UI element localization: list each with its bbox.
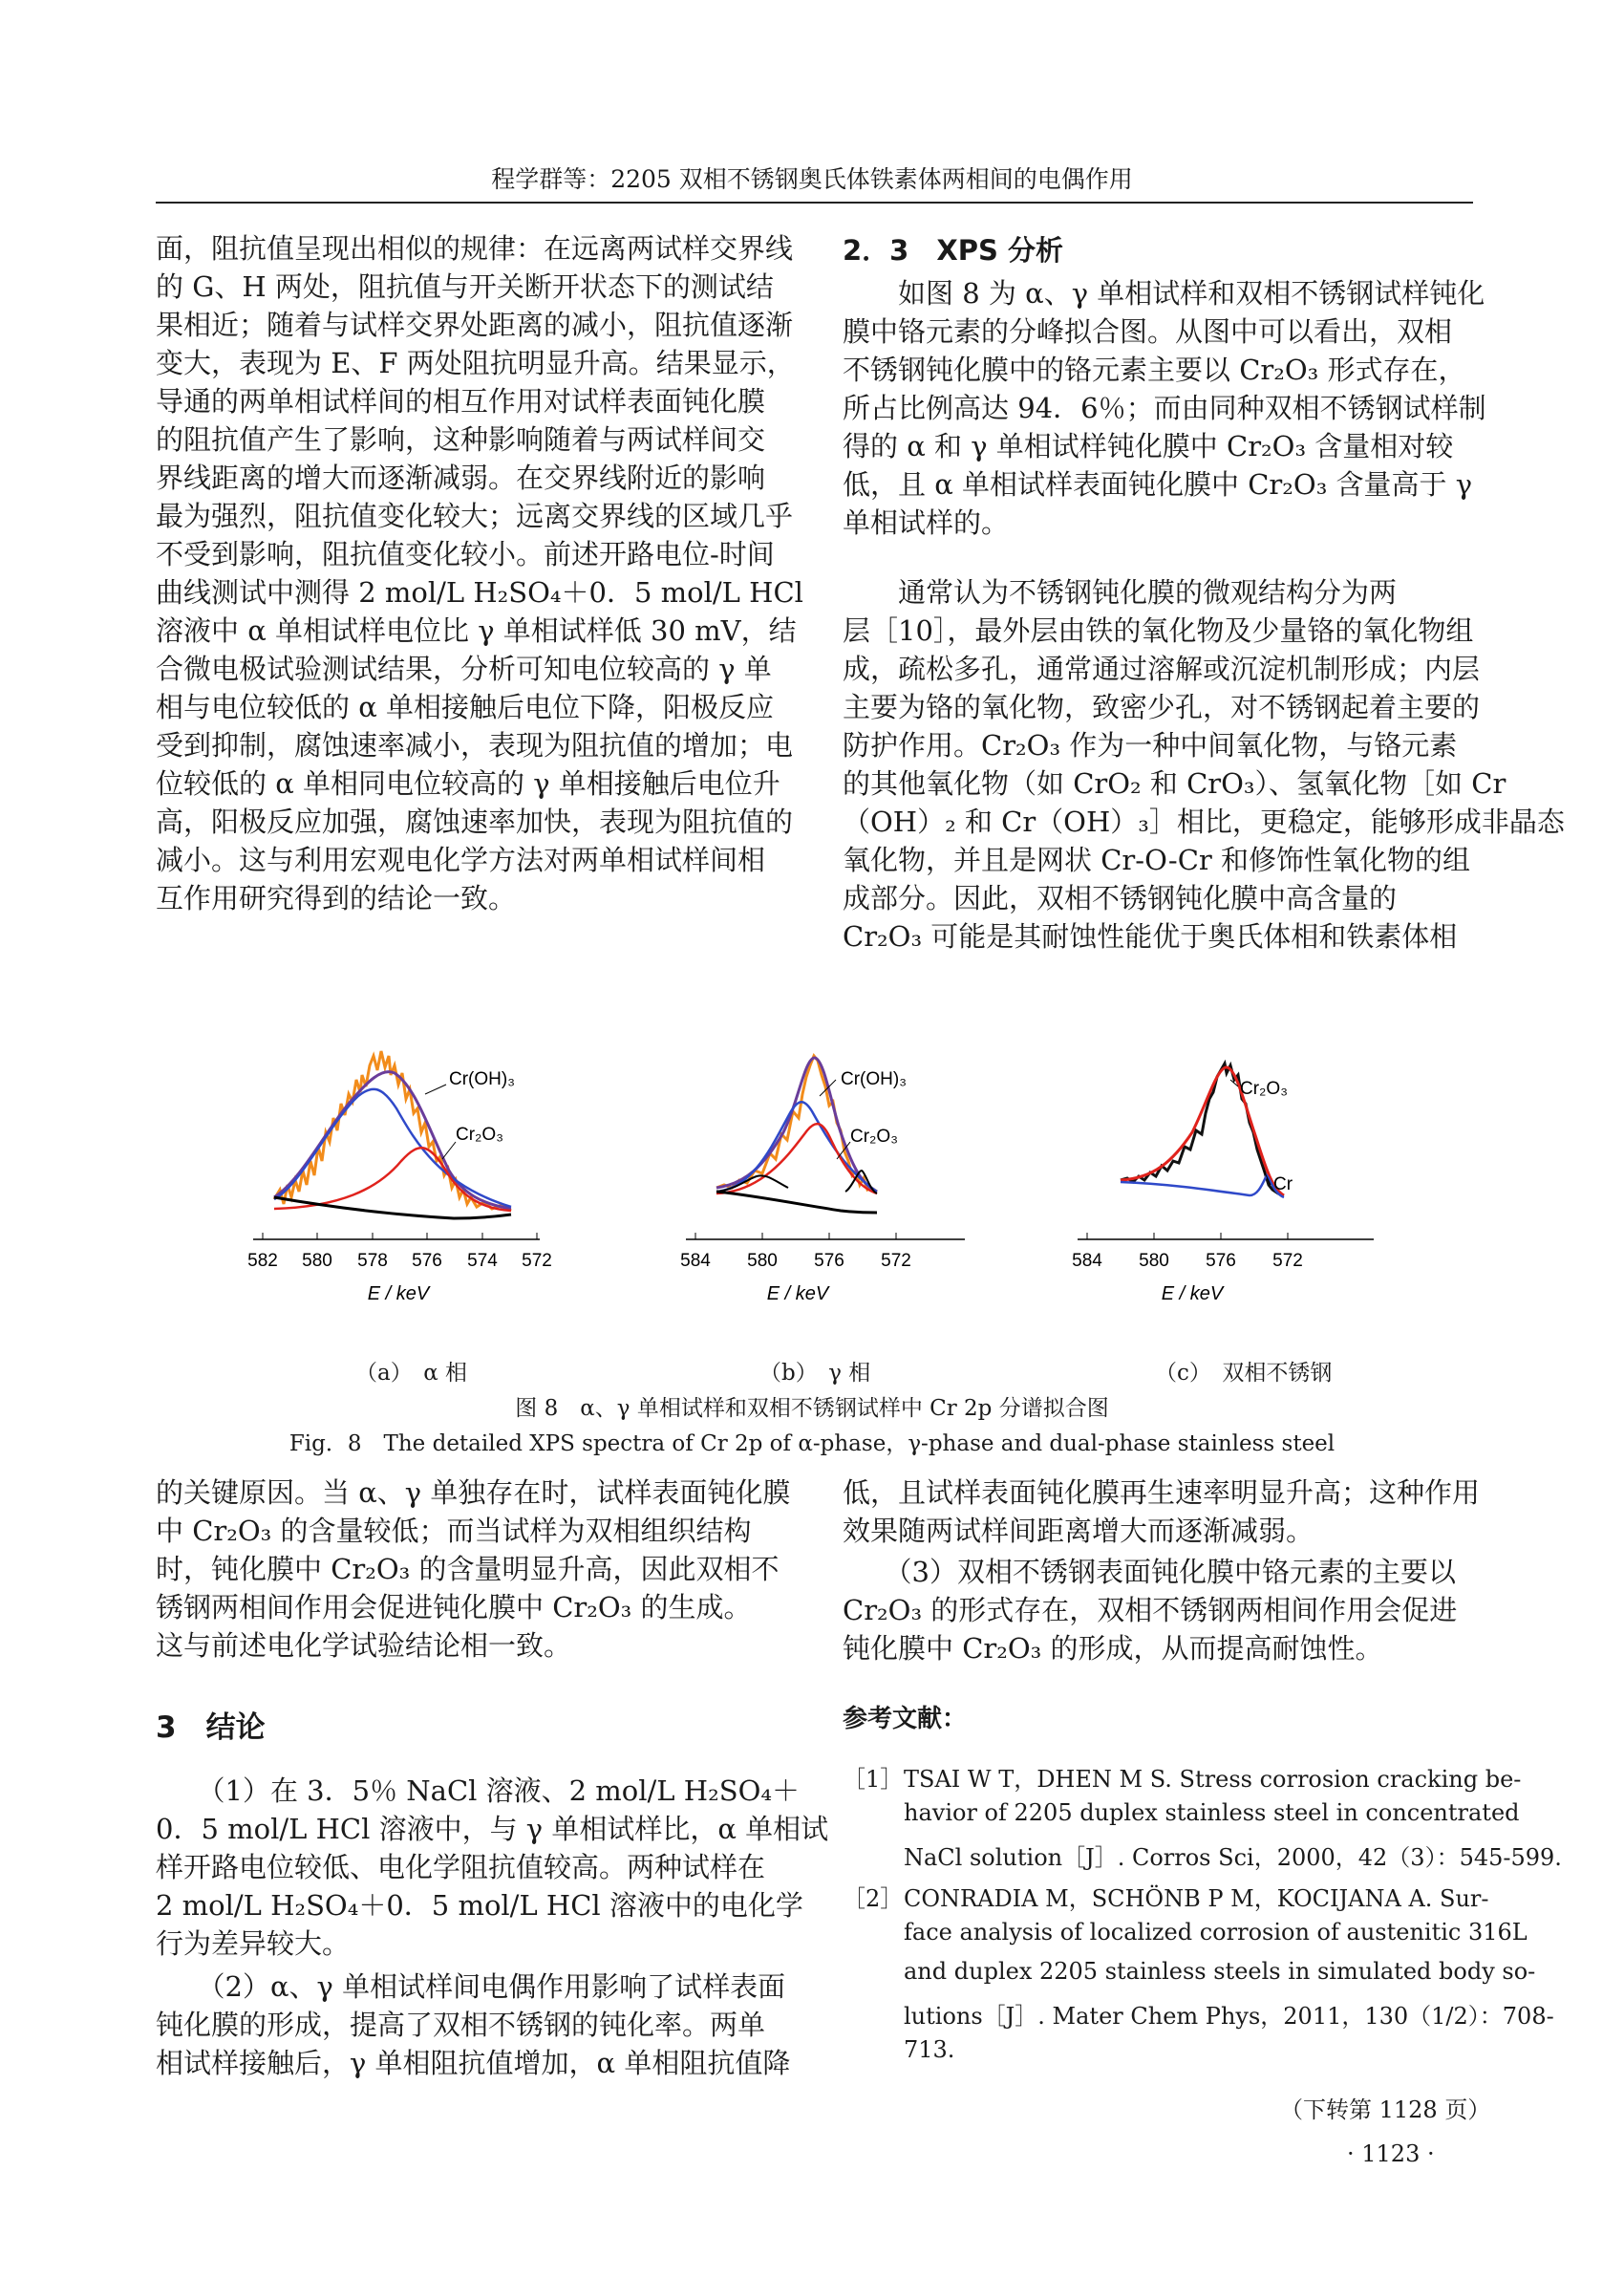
text-line: Cr₂O₃ 的形式存在，双相不锈钢两相间作用会促进 [843, 1594, 1458, 1626]
text-line: 低，且 α 单相试样表面钝化膜中 Cr₂O₃ 含量高于 γ [843, 468, 1473, 501]
text-line: 2 mol/L H₂SO₄＋0．5 mol/L HCl 溶液中的电化学 [156, 1889, 803, 1922]
text-line: 的阻抗值产生了影响，这种影响随着与两试样间交 [156, 423, 766, 456]
xps-panel-b [650, 1027, 1099, 1343]
text-line: 变大，表现为 E、F 两处阻抗明显升高。结果显示， [156, 347, 795, 379]
text-line: 效果随两试样间距离增大而逐渐减弱。 [843, 1515, 1314, 1547]
text-line: 成部分。因此，双相不锈钢钝化膜中高含量的 [843, 882, 1398, 914]
figure-caption-en: Fig．8 The detailed XPS spectra of Cr 2p of α-phase，γ-phase and dual-phase stainless steel [288, 1431, 1336, 1456]
xps-spectrum-gamma [650, 1027, 1099, 1343]
tick-label: 572 [1272, 1251, 1303, 1271]
peak-label-cr: Cr [1273, 1174, 1293, 1194]
tick-label: 574 [467, 1251, 498, 1271]
text-line: 锈钢两相间作用会促进钝化膜中 Cr₂O₃ 的生成。 [156, 1591, 752, 1623]
text-line: 导通的两单相试样间的相互作用对试样表面钝化膜 [156, 385, 766, 418]
tick-label: 582 [247, 1251, 278, 1271]
reference-line: TSAI W T，DHEN M S. Stress corrosion cracking be- [904, 1766, 1522, 1793]
text-line: 位较低的 α 单相同电位较高的 γ 单相接触后电位升 [156, 767, 780, 800]
tick-label: 584 [680, 1251, 711, 1271]
figure-caption-cn: 图 8 α、γ 单相试样和双相不锈钢试样中 Cr 2p 分谱拟合图 [515, 1396, 1109, 1421]
peak-label-cr2o3: Cr₂O₃ [456, 1125, 503, 1145]
text-line: （3）双相不锈钢表面钝化膜中铬元素的主要以 [843, 1556, 1456, 1588]
continued-note: （下转第 1128 页） [1280, 2096, 1491, 2123]
running-header: 程学群等：2205 双相不锈钢奥氏体铁素体两相间的电偶作用 [491, 165, 1133, 193]
reference-number: ［2］ [843, 1885, 904, 1912]
text-line: 界线距离的增大而逐渐减弱。在交界线附近的影响 [156, 462, 766, 494]
text-line: 得的 α 和 γ 单相试样钝化膜中 Cr₂O₃ 含量相对较 [843, 430, 1454, 462]
reference-line: 713. [904, 2036, 955, 2063]
text-line: 受到抑制，腐蚀速率减小，表现为阻抗值的增加；电 [156, 729, 794, 762]
section-title-conclusion: 3 结论 [156, 1710, 266, 1745]
text-line: 单相试样的。 [843, 506, 1010, 539]
tick-label: 580 [302, 1251, 332, 1271]
x-axis-label: E / keV [1161, 1283, 1224, 1304]
text-line: 果相近；随着与试样交界处距离的减小，阻抗值逐渐 [156, 309, 794, 341]
reference-line: CONRADIA M，SCHÖNB P M，KOCIJANA A. Sur- [904, 1885, 1489, 1912]
reference-line: NaCl solution［J］. Corros Sci，2000，42（3）：545-599. [904, 1844, 1562, 1871]
reference-line: and duplex 2205 stainless steels in simulated body so- [904, 1958, 1536, 1985]
header-rule [156, 202, 1473, 204]
tick-label: 576 [1206, 1251, 1236, 1271]
page-number: · 1123 · [1347, 2140, 1435, 2167]
text-line: 防护作用。Cr₂O₃ 作为一种中间氧化物，与铬元素 [843, 729, 1458, 762]
text-line: 曲线测试中测得 2 mol/L H₂SO₄＋0．5 mol/L HCl [156, 576, 803, 609]
text-line: 0．5 mol/L HCl 溶液中，与 γ 单相试样比，α 单相试 [156, 1813, 829, 1845]
tick-label: 576 [814, 1251, 844, 1271]
references-title: 参考文献： [843, 1705, 968, 1733]
text-line: 钝化膜中 Cr₂O₃ 的形成，从而提高耐蚀性。 [843, 1632, 1383, 1665]
text-line: 层［10］，最外层由铁的氧化物及少量铬的氧化物组 [843, 614, 1474, 647]
text-line: 这与前述电化学试验结论相一致。 [156, 1629, 572, 1662]
panel-caption-c: （c） 双相不锈钢 [1155, 1361, 1333, 1386]
text-line: 不锈钢钝化膜中的铬元素主要以 Cr₂O₃ 形式存在， [843, 354, 1466, 386]
text-line: Cr₂O₃ 可能是其耐蚀性能优于奥氏体相和铁素体相 [843, 920, 1458, 953]
x-axis-label: E / keV [367, 1283, 430, 1304]
peak-label-cr-oh3: Cr(OH)₃ [449, 1069, 515, 1089]
text-line: 面，阻抗值呈现出相似的规律：在远离两试样交界线 [156, 232, 794, 265]
text-line: 所占比例高达 94．6％；而由同种双相不锈钢试样制 [843, 392, 1486, 424]
section-title-xps: 2．3 XPS 分析 [843, 234, 1063, 267]
reference-line: havior of 2205 duplex stainless steel in concentrated [904, 1799, 1520, 1826]
text-line: 高，阳极反应加强，腐蚀速率加快，表现为阻抗值的 [156, 806, 794, 838]
text-line: 溶液中 α 单相试样电位比 γ 单相试样低 30 mV，结 [156, 614, 797, 647]
text-line: 的关键原因。当 α、γ 单独存在时，试样表面钝化膜 [156, 1476, 791, 1509]
text-line: 膜中铬元素的分峰拟合图。从图中可以看出，双相 [843, 315, 1453, 348]
text-line: 通常认为不锈钢钝化膜的微观结构分为两 [843, 576, 1398, 609]
text-line: 主要为铬的氧化物，致密少孔，对不锈钢起着主要的 [843, 691, 1481, 723]
text-line: 钝化膜的形成，提高了双相不锈钢的钝化率。两单 [156, 2009, 766, 2041]
text-line: 成，疏松多孔，通常通过溶解或沉淀机制形成；内层 [843, 653, 1481, 685]
text-line: 的其他氧化物（如 CrO₂ 和 CrO₃）、氢氧化物［如 Cr [843, 767, 1506, 800]
xps-panel-a [234, 1027, 683, 1343]
text-line: 最为强烈，阻抗值变化较大；远离交界线的区域几乎 [156, 500, 794, 532]
cr-oh3-fit-curve [274, 1089, 511, 1207]
text-line: （1）在 3．5％ NaCl 溶液、2 mol/L H₂SO₄＋ [156, 1774, 800, 1807]
peak-label-cr2o3: Cr₂O₃ [850, 1127, 898, 1147]
x-axis-label: E / keV [766, 1283, 829, 1304]
xps-spectrum-duplex [1068, 1027, 1517, 1343]
tick-label: 578 [357, 1251, 388, 1271]
tick-label: 572 [881, 1251, 911, 1271]
text-line: 的 G、H 两处，阻抗值与开关断开状态下的测试结 [156, 270, 774, 303]
peak-label-cr2o3: Cr₂O₃ [1240, 1079, 1288, 1099]
tick-label: 580 [1139, 1251, 1169, 1271]
reference-line: face analysis of localized corrosion of austenitic 316L [904, 1919, 1528, 1946]
tick-label: 572 [522, 1251, 552, 1271]
text-line: 相与电位较低的 α 单相接触后电位下降，阳极反应 [156, 691, 775, 723]
background-curve [716, 1192, 877, 1213]
text-line: 不受到影响，阻抗值变化较小。前述开路电位-时间 [156, 538, 775, 570]
tick-label: 576 [412, 1251, 442, 1271]
text-line: 相试样接触后，γ 单相阻抗值增加，α 单相阻抗值降 [156, 2047, 791, 2079]
tick-label: 584 [1072, 1251, 1102, 1271]
panel-caption-a: （a） α 相 [355, 1361, 468, 1386]
text-line: 中 Cr₂O₃ 的含量较低；而当试样为双相组织结构 [156, 1515, 752, 1547]
text-line: 合微电极试验测试结果，分析可知电位较高的 γ 单 [156, 653, 772, 685]
text-line: 时，钝化膜中 Cr₂O₃ 的含量明显升高，因此双相不 [156, 1553, 780, 1585]
text-line: 氧化物，并且是网状 Cr-O-Cr 和修饰性氧化物的组 [843, 844, 1470, 876]
text-line: 如图 8 为 α、γ 单相试样和双相不锈钢试样钝化 [843, 277, 1485, 310]
reference-number: ［1］ [843, 1766, 904, 1793]
text-line: 低，且试样表面钝化膜再生速率明显升高；这种作用 [843, 1476, 1481, 1509]
text-line: （2）α、γ 单相试样间电偶作用影响了试样表面 [156, 1970, 786, 2003]
peak-label-cr-oh3: Cr(OH)₃ [841, 1069, 907, 1089]
text-line: 行为差异较大。 [156, 1927, 351, 1960]
reference-line: lutions［J］. Mater Chem Phys，2011，130（1/2）：708- [904, 2003, 1554, 2030]
text-line: 减小。这与利用宏观电化学方法对两单相试样间相 [156, 844, 766, 876]
text-line: 样开路电位较低、电化学阻抗值较高。两种试样在 [156, 1851, 766, 1883]
text-line: 互作用研究得到的结论一致。 [156, 882, 517, 914]
text-line: （OH）₂ 和 Cr（OH）₃］相比，更稳定，能够形成非晶态 [843, 806, 1565, 838]
xps-spectrum-alpha [234, 1027, 683, 1343]
tick-label: 580 [747, 1251, 778, 1271]
panel-caption-b: （b） γ 相 [759, 1361, 871, 1386]
xps-panel-c [1068, 1027, 1517, 1343]
